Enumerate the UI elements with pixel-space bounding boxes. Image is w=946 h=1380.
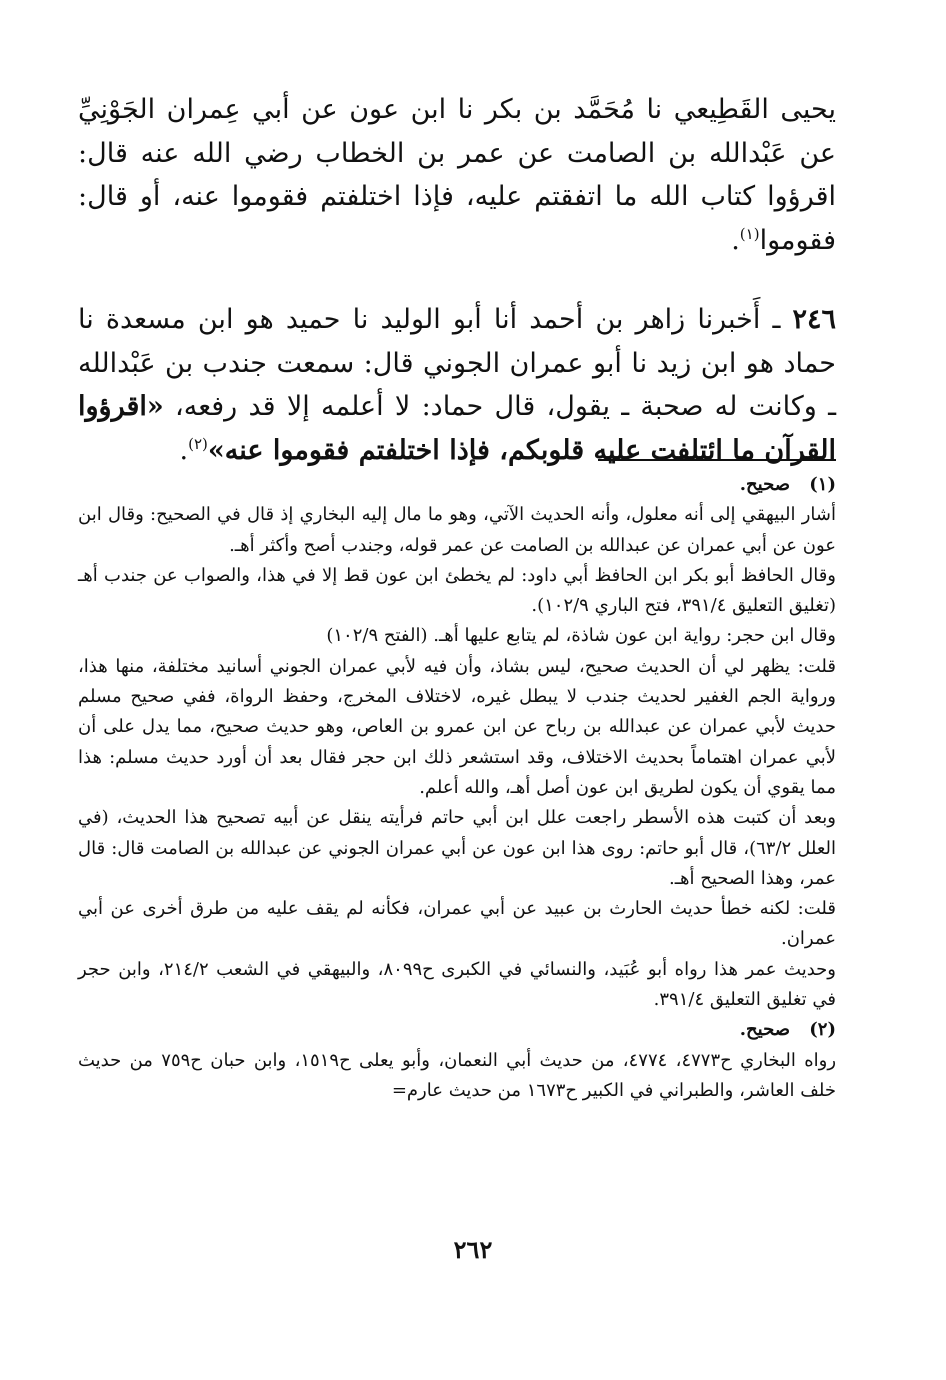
footnote-1-grade: صحيح. [739, 474, 790, 495]
footnote-separator [598, 459, 836, 461]
hadith-matn: «اقرؤوا القرآن ما ائتلفت عليه قلوبكم، فإذا اختلفتم فقوموا عنه» [78, 391, 836, 466]
main-paragraph-1: يحيى القَطِيعي نا مُحَمَّد بن بكر نا ابن عون عن أبي عِمران الجَوْنِيِّ عن عَبْدالله بن الصامت عن عمر بن الخطاب رضي الله عنه قال: اقرؤوا كتاب الله ما اتفقتم عليه، فإذا اختلفتم فقوموا عنه، أو قال: فقوموا$^{(١)}$. [78, 94, 836, 256]
footnote-ref-1: (١) [739, 224, 760, 243]
footnote-1-number: (١) [809, 474, 836, 495]
paragraph-1-text: يحيى القَطِيعي نا مُحَمَّد بن بكر نا ابن عون عن أبي عِمران الجَوْنِيِّ عن عَبْدالله بن الصامت عن عمر بن الخطاب رضي الله عنه قال: اقرؤوا كتاب الله ما اتفقتم عليه، فإذا اختلفتم فقوموا عنه، أو قال: فقوموا [78, 94, 836, 256]
footnote-1-line: وبعد أن كتبت هذه الأسطر راجعت علل ابن أبي حاتم فرأيته ينقل عن أبيه تصحيح هذا الحديث، (في العلل ٦٣/٢)، قال أبو حاتم: روى هذا ابن عون عن أبي عمران الجوني عن عبدالله بن الصامت قال: قال عمر، وهذا الصحيح أهـ. [78, 807, 837, 889]
footnote-1-line: قلت: لكنه خطأ حديث الحارث بن عبيد عن أبي عمران، فكأنه لم يقف عليه من طرق أخرى عن أبي عمران. [78, 898, 836, 950]
footnote-2-grade: صحيح. [739, 1019, 790, 1041]
footnote-1-line: وقال ابن حجر: رواية ابن عون شاذة، لم يتابع عليها أهـ. (الفتح ١٠٢/٩) [326, 625, 836, 647]
main-text [78, 88, 836, 472]
footnote-1-line: أشار البيهقي إلى أنه معلول، وأنه الحديث الآتي، وهو ما مال إليه البخاري إذ قال في الصحيح: وقال ابن عون عن أبي عمران عن عبدالله بن الصامت عن عمر قوله، وجندب أصح وأكثر أهـ. [78, 504, 836, 556]
hadith-number: ٢٤٦ [792, 304, 836, 335]
page-number: ٢٦٢ [453, 1235, 493, 1264]
footnote-1-line: وحديث عمر هذا رواه أبو عُبَيد، والنسائي في الكبرى ح٨٠٩٩، والبيهقي في الشعب ٢١٤/٢، وابن حجر في تغليق التعليق ٣٩١/٤. [78, 958, 836, 1011]
footnote-2-heading [78, 1015, 836, 1045]
footnote-1-line: وقال الحافظ أبو بكر ابن الحافظ أبي داود: لم يخطئ ابن عون قط إلا في هذا، والصواب عن جندب أهـ (تغليق التعليق ٣٩١/٤، فتح الباري ١٠٢/٩). [78, 564, 836, 617]
footnote-ref-2: (٢) [188, 434, 208, 453]
footnote-2-number: (٢) [809, 1019, 836, 1041]
footnote-1-heading [78, 470, 836, 500]
footnotes [78, 470, 836, 1106]
footnote-2-line: رواه البخاري ح٤٧٧٣، ٤٧٧٤، من حديث أبي النعمان، وأبو يعلى ح١٥١٩، وابن حبان ح٧٥٩ من حديث خلف العاشر، والطبراني في الكبير ح١٦٧٣ من حديث عارم= [78, 1049, 837, 1101]
hadith-isnad: ـ أَخبرنا زاهر بن أحمد أنا أبو الوليد نا حميد هو ابن مسعدة نا حماد هو ابن زيد نا أبو عمران الجوني قال: سمعت جندب بن عَبْدالله ـ وكانت له صحبة ـ يقول، قال حماد: لا أعلمه إلا قد رفعه، [78, 304, 836, 422]
footnote-1-line: قلت: يظهر لي أن الحديث صحيح، ليس بشاذ، وأن فيه لأبي عمران الجوني أسانيد مختلفة، منها هذا، ورواية الجم الغفير لحديث جندب لا يبطل غيره، لاختلاف المخرج، وحفظ الرواة، ففي صحيح مسلم حديث لأبي عمران عن عبدالله بن رباح عن ابن عمرو بن العاص، وهو حديث صحيح، مما يدل على أن لأبي عمران اهتماماً بحديث الاختلاف، وقد استشعر ذلك ابن حجر فقال بعد أن أورد حديث مسلم: هذا مما يقوي أن يكون لطريق ابن عون أصل أهـ، والله أعلم. [78, 655, 836, 798]
hadith-246: ٢٤٦ ـ أَخبرنا زاهر بن أحمد أنا أبو الوليد نا حميد هو ابن مسعدة نا حماد هو ابن زيد نا أبو عمران الجوني قال: سمعت جندب بن عَبْدالله ـ وكانت له صحبة ـ يقول، قال حماد: لا أعلمه إلا قد رفعه، «اقرؤوا القرآن ما ائتلفت عليه قلوبكم، فإذا اختلفتم فقوموا عنه»$^{(٢)}$. [78, 304, 836, 466]
